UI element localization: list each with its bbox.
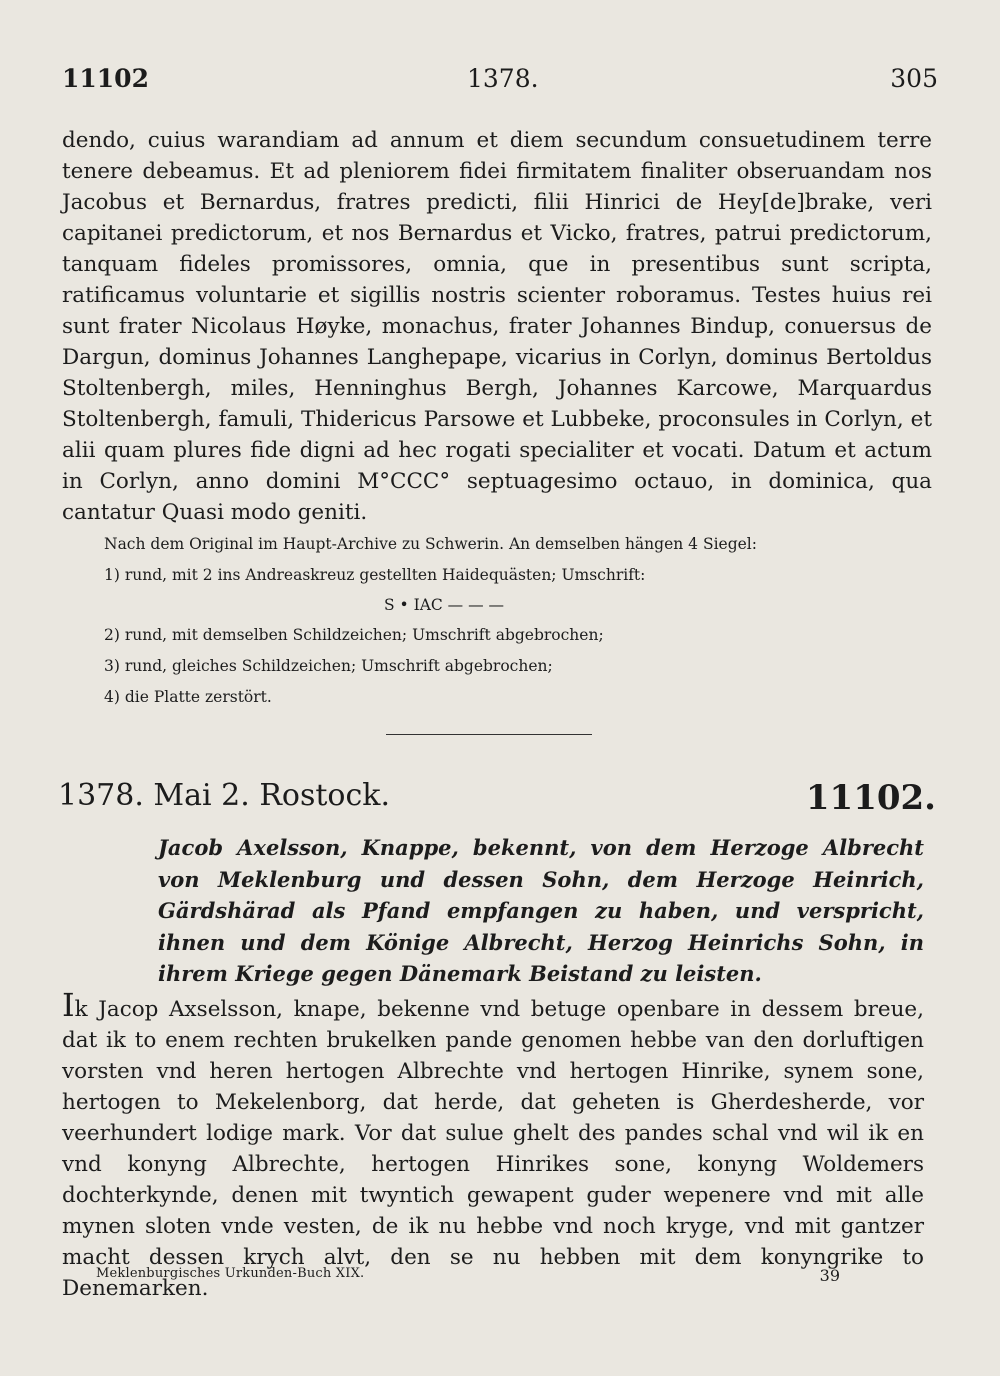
book-title: Meklenburgisches Urkunden-Buch XIX. [96,1266,365,1281]
document-header [58,778,936,822]
seal-notes [104,624,904,717]
running-head [62,64,938,96]
section-divider [386,734,592,735]
document-date-place: 1378. Mai 2. Rostock. [58,778,390,813]
document-text-body: k Jacop Axselsson, knape, bekenne vnd betuge openbare in dessem breue, dat ik to enem rechten brukelken pande genomen hebbe van den dorluftigen vorsten vnd heren hertogen Albrechte vnd hertogen Hinrike, synem sone, hertogen to Mekelenborg, dat herde, dat geheten is Gherdesherde, vor veerhundert lodige mark. Vor dat sulue ghelt des pandes schal vnd wil ik en vnd konyng Albrechte, hertogen Hinrikes sone, konyng Woldemers dochterkynde, denen mit twyntich gewapent guder wepenere vnd mit alle mynen sloten vnde vesten, de ik nu hebbe vnd noch kryge, vnd mit gantzer macht dessen krych alvt, den se nu hebben mit dem konyngrike to Denemarken. [62,997,924,1301]
seal-description-3: 3) rund, gleiches Schildzeichen; Umschrift abgebrochen; [104,657,553,675]
seal-description-1: 1) rund, mit 2 ins Andreaskreuz gestellten Haidequästen; Umschrift: [104,566,646,584]
source-note: Nach dem Original im Haupt-Archive zu Schwerin. An demselben hängen 4 Siegel: [104,535,757,553]
source-notes [104,533,904,595]
running-head-year: 1378. [467,64,539,93]
initial-letter: I [62,986,75,1024]
page-number: 305 [890,64,938,93]
document-regest: Jacob Axelsson, Knappe, bekennt, von dem Herzoge Albrecht von Meklenburg und dessen Sohn, dem Herzoge Heinrich, Gärdshärad als Pfand empfangen zu haben, und verspricht, ihnen und dem Könige Albrecht, Herzog Heinrichs Sohn, in ihrem Kriege gegen Dänemark Beistand zu leisten. [158,835,924,986]
continued-document-text: dendo, cuius warandiam ad annum et diem secundum consuetudinem terre tenere debeamus. Et ad pleniorem fidei firmitatem finaliter obseruandam nos Jacobus et Bernardus, fratres predicti, filii Hinrici de Hey[de]brake, veri capitanei predictorum, et nos Bernardus et Vicko, fratres, patrui predictorum, tanquam fideles promissores, omnia, que in presentibus sunt scripta, ratificamus voluntarie et sigillis nostris scienter roboramus. Testes huius rei sunt frater Nicolaus Høyke, monachus, frater Johannes Bindup, conuersus de Dargun, dominus Johannes Langhepape, vicarius in Corlyn, dominus Bertoldus Stoltenbergh, miles, Henninghus Bergh, Johannes Karcowe, Marquardus Stoltenbergh, famuli, Thidericus Parsowe et Lubbeke, proconsules in Corlyn, et alii quam plures fide digni ad hec rogati specialiter et vocati. Datum et actum in Corlyn, anno domini M°CCC° septuagesimo octauo, in dominica, qua cantatur Quasi modo geniti. [62,128,932,525]
seal-description-2: 2) rund, mit demselben Schildzeichen; Umschrift abgebrochen; [104,626,604,644]
signature-mark: 39 [819,1266,840,1285]
seal-description-4: 4) die Platte zerstört. [104,688,272,706]
running-head-doc-number: 11102 [62,64,149,93]
document-text [62,986,924,1304]
seal-legend: S • IAC — — — [383,596,505,614]
document-number: 11102. [805,778,936,818]
